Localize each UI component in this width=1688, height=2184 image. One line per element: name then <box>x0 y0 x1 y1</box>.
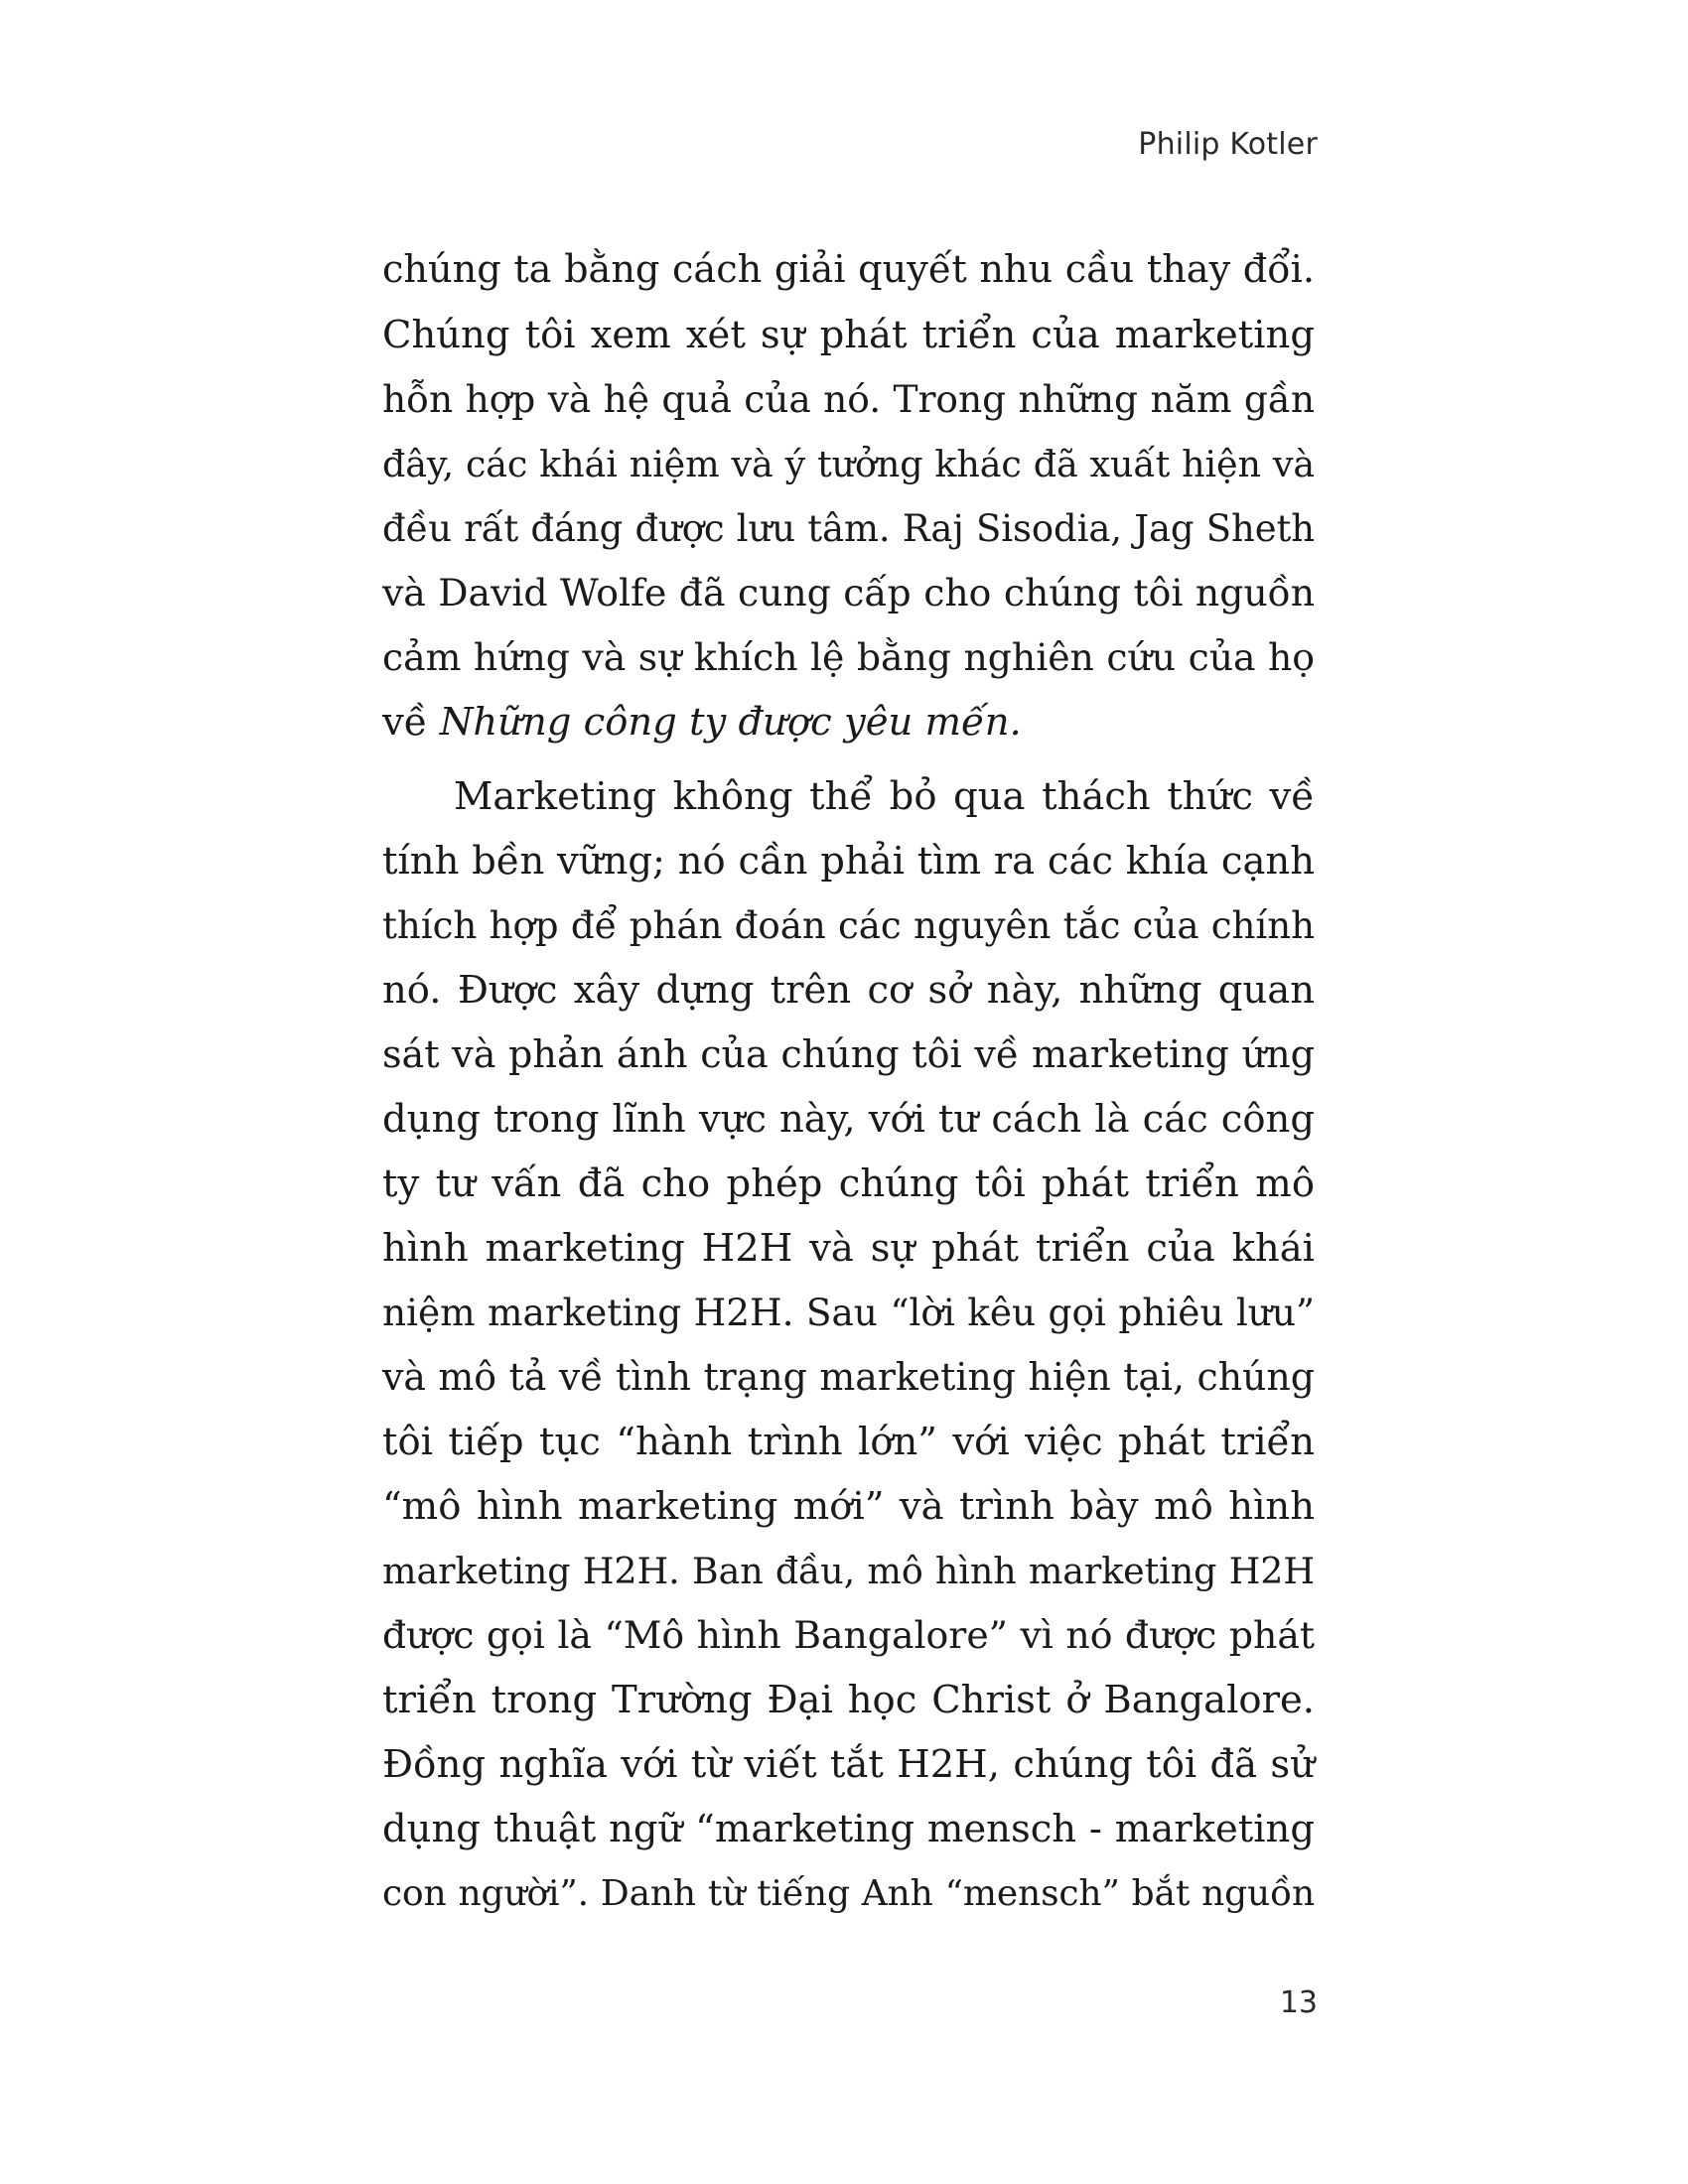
text-line: đều rất đáng được lưu tâm. Raj Sisodia, Jag Sheth <box>382 507 1315 550</box>
text-line-last <box>382 690 1315 754</box>
running-header-author: Philip Kotler <box>1138 127 1318 162</box>
text-line: hình marketing H2H và sự phát triển của khái <box>382 1226 1315 1271</box>
book-title-italic: Những công ty được yêu mến. <box>439 700 1022 745</box>
text-line: và mô tả về tình trạng marketing hiện tại, chúng <box>382 1355 1315 1399</box>
text-line: chúng ta bằng cách giải quyết nhu cầu thay đổi. <box>382 248 1315 292</box>
text-line: triển trong Trường Đại học Christ ở Bangalore. <box>382 1678 1315 1722</box>
paragraph-gap <box>382 754 1315 764</box>
paragraph-2 <box>382 764 1315 1926</box>
text-line: và David Wolfe đã cung cấp cho chúng tôi nguồn <box>382 571 1315 614</box>
text-line: marketing H2H. Ban đầu, mô hình marketing H2H <box>382 1550 1315 1592</box>
page-number: 13 <box>1279 1985 1318 2020</box>
text-line: nó. Được xây dựng trên cơ sở này, những quan <box>382 968 1315 1013</box>
text-line: được gọi là “Mô hình Bangalore” vì nó được phát <box>382 1613 1315 1657</box>
text-line: dụng trong lĩnh vực này, với tư cách là các công <box>382 1097 1315 1142</box>
page-body-text <box>382 238 1315 1926</box>
text-line: Marketing không thể bỏ qua thách thức về <box>454 774 1315 819</box>
text-line: dụng thuật ngữ “marketing mensch - marketing <box>382 1807 1315 1851</box>
text-line: con người”. Danh từ tiếng Anh “mensch” bắt nguồn <box>382 1873 1315 1914</box>
text-line: hỗn hợp và hệ quả của nó. Trong những năm gần <box>382 377 1315 421</box>
text-line: niệm marketing H2H. Sau “lời kêu gọi phiêu lưu” <box>382 1291 1315 1334</box>
text-line: tôi tiếp tục “hành trình lớn” với việc phát triển <box>382 1420 1315 1464</box>
text-line: đây, các khái niệm và ý tưởng khác đã xuất hiện và <box>382 443 1315 485</box>
text-fragment: về <box>382 700 440 745</box>
text-line: tính bền vững; nó cần phải tìm ra các khía cạnh <box>382 839 1315 884</box>
text-line: Chúng tôi xem xét sự phát triển của marketing <box>382 313 1315 357</box>
paragraph-1 <box>382 238 1315 754</box>
text-line: “mô hình marketing mới” và trình bày mô hình <box>382 1484 1315 1529</box>
text-line: sát và phản ánh của chúng tôi về marketing ứng <box>382 1032 1315 1076</box>
text-line: cảm hứng và sự khích lệ bằng nghiên cứu của họ <box>382 635 1315 679</box>
text-line: thích hợp để phán đoán các nguyên tắc của chính <box>382 903 1315 947</box>
text-line: ty tư vấn đã cho phép chúng tôi phát triển mô <box>382 1161 1315 1206</box>
text-line: Đồng nghĩa với từ viết tắt H2H, chúng tôi đã sử <box>382 1742 1315 1787</box>
